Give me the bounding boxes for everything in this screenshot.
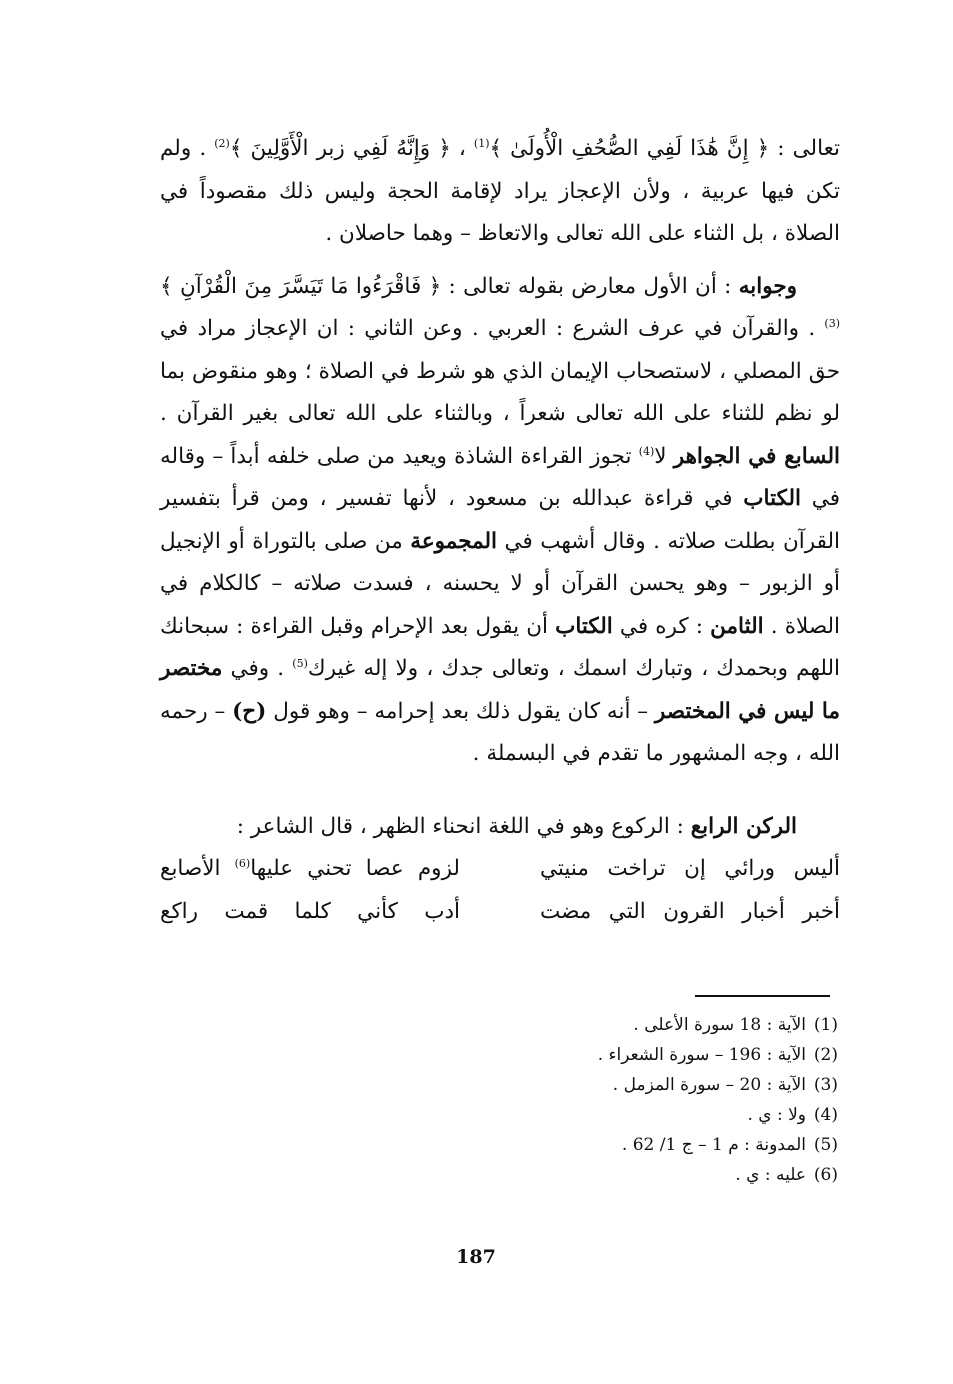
text-run: . ولم تكن فيها عربية ، ولأن الإعجاز يراد لإقامة الحجة وليس ذلك مقصوداً في الصلاة ، بل الثناء على الله تعالى والاتعاظ – وهما حاصلان .: [160, 136, 840, 246]
footnote-ref: (6): [234, 856, 251, 870]
footnote: [500, 1130, 838, 1160]
text-run: . والقرآن في عرف الشرع : العربي . وعن الثاني : ان الإعجاز مراد في حق المصلي ، لاستصحاب الإيمان الذي هو شرط في الصلاة ؛ وهو منقوض بما لو نظم للثناء على الله تعالى شعراً ، وبالثناء على الله تعالى بغير القرآن .: [160, 316, 840, 426]
poem-verse: [160, 891, 840, 934]
text-run: أن يقول بعد الإحرام وقبل القراءة : سبحانك اللهم وبحمدك ، وتبارك اسمك ، وتعالى جدك ، ولا إله غيرك: [160, 613, 840, 681]
footnote-ref: (3): [824, 316, 840, 330]
main-text: [160, 128, 840, 933]
text-run: في قراءة عبدالله بن مسعود ، لأنها تفسير ، ومن قرأ بتفسير القرآن بطلت صلاته . وقال أشهب في: [160, 486, 841, 554]
verse-second-hemistich: أدب كأني كلما قمت راكع: [160, 898, 460, 924]
text-run: . وفي: [222, 656, 293, 681]
verse-first-hemistich: أليس ورائي إن تراخت منيتي: [540, 856, 840, 881]
footnote-text: الآية : 20 – سورة المزمل .: [612, 1075, 806, 1095]
text-run: : الركوع وهو في اللغة انحناء الظهر ، قال الشاعر :: [236, 813, 691, 839]
footnote: [500, 1160, 838, 1190]
text-run: تعالى : ﴿ إِنَّ هَٰذَا لَفِي الصُّحُفِ الْأُولَىٰ ﴾: [489, 136, 840, 161]
footnote-number: (6): [813, 1165, 838, 1185]
bold-term: (ح): [232, 698, 267, 724]
bold-term: مختصر ما ليس في المختصر: [160, 656, 840, 724]
footnote-ref: (4): [638, 444, 655, 458]
text-run: لزوم عصا تحني عليها: [250, 856, 460, 881]
paragraph-1: [160, 128, 840, 256]
paragraph-3: [160, 806, 840, 849]
text-run: : أن الأول معارض بقوله تعالى : ﴿ فَاقْرَءُوا مَا تَيَسَّرَ مِنَ الْقُرْآنِ ﴾: [160, 273, 739, 299]
footnote: [500, 1100, 838, 1130]
footnote-text: الآية : 196 – سورة الشعراء .: [597, 1045, 806, 1065]
footnote-number: (1): [813, 1015, 838, 1035]
text-run: تجوز القراءة الشاذة ويعيد من صلى خلفه أبداً – وقاله في: [160, 443, 840, 511]
footnote-text: ولا : ي .: [747, 1105, 806, 1125]
text-run: : كره في: [612, 613, 711, 639]
verse-first-hemistich: أخبر أخبار القرون التي مضت: [540, 898, 840, 924]
text-run: لا: [654, 443, 674, 469]
footnote-text: عليه : ي .: [735, 1165, 806, 1185]
text-run: – أنه كان يقول ذلك بعد إحرامه – وهو قول: [266, 698, 655, 724]
footnote-ref: (1): [473, 136, 490, 150]
verse-second-hemistich: [160, 848, 460, 891]
footnote: [500, 1070, 838, 1100]
footnote-number: (5): [813, 1135, 838, 1155]
bold-term: المجموعة: [410, 528, 498, 554]
bold-term: الكتاب: [555, 613, 613, 639]
footnote-number: (3): [813, 1075, 838, 1095]
footnote-text: الآية : 18 سورة الأعلى .: [633, 1015, 806, 1035]
bold-term: الكتاب: [743, 486, 801, 511]
footnotes: [500, 1010, 838, 1190]
footnote-number: (4): [813, 1105, 838, 1125]
page-number: 187: [456, 1246, 496, 1268]
footnote-text: المدونة : م 1 – ج 1/ 62 .: [621, 1135, 806, 1155]
footnote: [500, 1010, 838, 1040]
footnote-ref: (5): [292, 656, 308, 670]
bold-term: وجوابه: [738, 273, 797, 299]
bold-term: الثامن: [710, 613, 764, 639]
text-run: من صلى بالتوراة أو الإنجيل أو الزبور – وهو يحسن القرآن أو لا يحسنه ، فسدت صلاته – كالكلام في الصلاة .: [160, 528, 840, 639]
bold-term: السابع في الجواهر: [673, 443, 840, 469]
text-run: – رحمه الله ، وجه المشهور ما تقدم في البسملة .: [160, 698, 840, 766]
footnote-divider: [695, 995, 830, 997]
text-run: ، ﴿ وَإِنَّهُ لَفِي زبر الْأَوَّلِينَ ﴾: [229, 136, 474, 161]
text-run: الأصابع: [160, 856, 235, 881]
footnote-ref: (2): [214, 136, 230, 150]
paragraph-2: [160, 266, 840, 776]
poem-verse: [160, 848, 840, 891]
footnote-number: (2): [813, 1045, 838, 1065]
bold-term: الركن الرابع: [690, 813, 797, 839]
footnote: [500, 1040, 838, 1070]
